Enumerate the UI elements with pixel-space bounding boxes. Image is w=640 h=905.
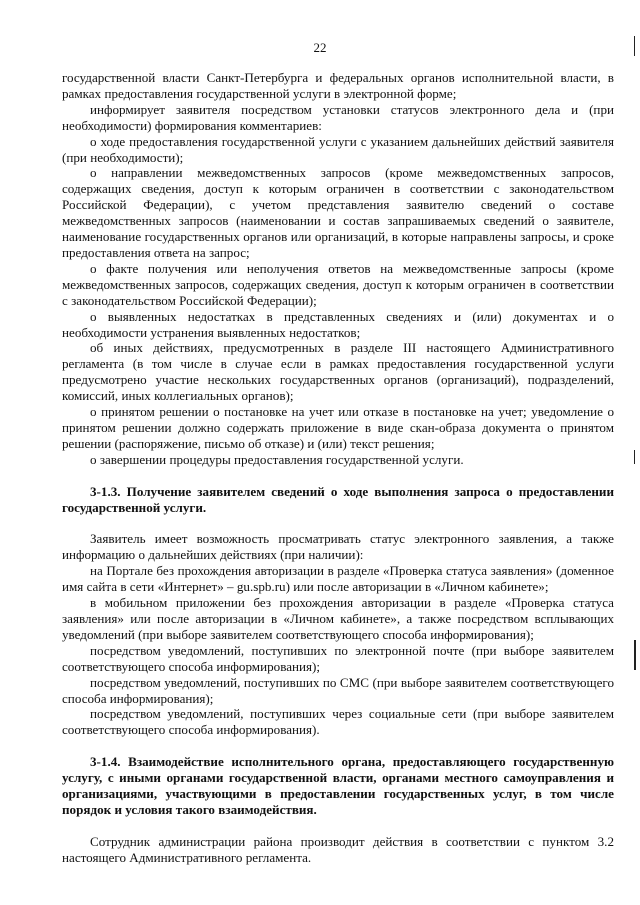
- list-item: посредством уведомлений, поступивших через социальные сети (при выборе заявителем соответствующего способа информирования).: [62, 706, 614, 738]
- scan-edge-mark: [634, 640, 636, 670]
- page-content: [62, 70, 614, 866]
- list-item: на Портале без прохождения авторизации в разделе «Проверка статуса заявления» (доменное имя сайта в сети «Интернет» – gu.spb.ru) или после авторизации в «Личном кабинете»;: [62, 563, 614, 595]
- paragraph: информирует заявителя посредством установки статусов электронного дела и (при необходимости) формирования комментариев:: [62, 101, 614, 133]
- list-item: о ходе предоставления государственной услуги с указанием дальнейших действий заявителя (при необходимости);: [62, 133, 614, 165]
- list-item: о факте получения или неполучения ответов на межведомственные запросы (кроме межведомственных запросов, содержащих сведения, доступ к которым ограничен в соответствии с законодательством Российской Федерации);: [62, 260, 614, 308]
- scan-edge-mark: [634, 450, 635, 464]
- paragraph: Заявитель имеет возможность просматривать статус электронного заявления, а также информацию о дальнейших действиях (при наличии):: [62, 531, 614, 563]
- list-item: о выявленных недостатках в представленных сведениях и (или) документах и о необходимости устранения выявленных недостатков;: [62, 308, 614, 340]
- section-heading-3-1-3: 3-1.3. Получение заявителем сведений о ходе выполнения запроса о предоставлении государственной услуги.: [62, 483, 614, 515]
- paragraph: Сотрудник администрации района производит действия в соответствии с пунктом 3.2 настоящего Административного регламента.: [62, 833, 614, 865]
- list-item: об иных действиях, предусмотренных в разделе III настоящего Административного регламента (в том числе в случае если в рамках предоставления государственной услуги предусмотрено участие нескольких государственных органов (организаций), подразделений, комиссий, иных коллегиальных органов);: [62, 340, 614, 404]
- list-item: в мобильном приложении без прохождения авторизации в разделе «Проверка статуса заявления» или после авторизации в «Личном кабинете», а также посредством всплывающих уведомлений (при выборе заявителем соответствующего способа информирования);: [62, 595, 614, 642]
- list-item: посредством уведомлений, поступивших по СМС (при выборе заявителем соответствующего способа информирования);: [62, 674, 614, 706]
- page-number: 22: [313, 40, 327, 55]
- section-heading-3-1-4: 3-1.4. Взаимодействие исполнительного органа, предоставляющего государственную услугу, с иными органами государственной власти, органами местного самоуправления и организациями, участвующими в предоставлении государственных услуг, в том числе порядок и условия такого взаимодействия.: [62, 754, 614, 817]
- list-item: о принятом решении о постановке на учет или отказе в постановке на учет; уведомление о принятом решении должно содержать приложение в виде скан-образа документа о принятом решении (распоряжение, письмо об отказе) и (или) текст решения;: [62, 404, 614, 451]
- list-item: о завершении процедуры предоставления государственной услуги.: [90, 451, 464, 467]
- list-item: о направлении межведомственных запросов (кроме межведомственных запросов, содержащих сведения, доступ к которым ограничен в соответствии с законодательством Российской Федерации), с учетом представления заявителю сведений о составе межведомственных запросов (наименовании и состав запрашиваемых сведений о заявителе, наименование государственных органов или организаций, в которые направлены запросы, и сроке предоставления ответа на запрос;: [62, 165, 614, 260]
- scan-edge-mark: [634, 36, 635, 56]
- paragraph: государственной власти Санкт-Петербурга и федеральных органов исполнительной власти, в рамках предоставления государственной услуги в электронной форме;: [62, 70, 614, 101]
- list-item: посредством уведомлений, поступивших по электронной почте (при выборе заявителем соответствующего способа информирования);: [62, 642, 614, 674]
